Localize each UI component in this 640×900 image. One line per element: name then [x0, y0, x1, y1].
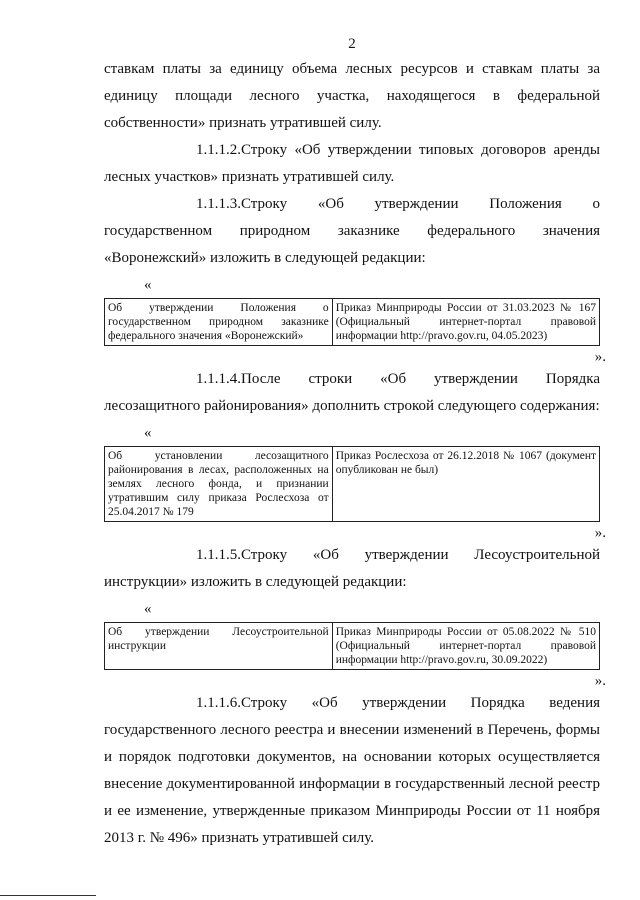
item-text: Строку «Об утверждении Положения о государственном природном заказнике федерального значения «Воронежский» изложить в следующей редакции: — [104, 196, 600, 266]
item-text: Строку «Об утверждении Порядка ведения государственного лесного реестра и внесении изменений в Перечень, формы и порядок подготовки документов, на основании которых осуществляется внесение документированной информации в государственный лесной реестр и ее изменение, утвержденные приказом Минприроды России от 11 ноября 2013 г. № 496» признать утратившей силу. — [104, 695, 600, 846]
table-cell-title: Об утверждении Лесоустроительной инструкции — [105, 623, 333, 670]
open-quote: « — [144, 277, 152, 293]
close-quote: ». — [594, 525, 606, 541]
paragraph-1-1-1-3 — [104, 191, 600, 272]
table-cell-source: Приказ Минприроды России от 31.03.2023 № 167 (Официальный интернет-портал правовой информации http://pravo.gov.ru, 04.05.2023) — [332, 299, 599, 346]
item-number: 1.1.1.5. — [196, 547, 241, 563]
item-text: Строку «Об утверждении Лесоустроительной инструкции» изложить в следующей редакции: — [104, 547, 600, 590]
close-quote: ». — [594, 349, 606, 365]
item-text: После строки «Об утверждении Порядка лесозащитного районирования» дополнить строкой следующего содержания: — [104, 371, 600, 414]
insert-table-1 — [104, 298, 600, 346]
paragraph-intro: ставкам платы за единицу объема лесных ресурсов и ставкам платы за единицу площади лесного участка, находящегося в федеральной собственности» признать утратившей силу. — [104, 61, 600, 131]
footnote-separator — [0, 895, 96, 896]
paragraph-1-1-1-4 — [104, 366, 600, 420]
item-number: 1.1.1.6. — [196, 695, 241, 711]
open-quote: « — [144, 601, 152, 617]
open-quote: « — [144, 425, 152, 441]
table-row — [105, 299, 600, 346]
insert-table-2 — [104, 446, 600, 522]
table-cell-source: Приказ Рослесхоза от 26.12.2018 № 1067 (документ опубликован не был) — [332, 447, 599, 522]
table-cell-title: Об установлении лесозащитного районирования в лесах, расположенных на землях лесного фонда, и признании утратившим силу приказа Рослесхоза от 25.04.2017 № 179 — [105, 447, 333, 522]
item-text: Строку «Об утверждении типовых договоров аренды лесных участков» признать утратившей силу. — [104, 142, 600, 185]
table-row — [105, 447, 600, 522]
item-number: 1.1.1.2. — [196, 142, 241, 158]
paragraph-1-1-1-2 — [104, 137, 600, 191]
table-row — [105, 623, 600, 670]
item-number: 1.1.1.3. — [196, 196, 241, 212]
close-quote: ». — [594, 673, 606, 689]
paragraph-1-1-1-6 — [104, 690, 600, 852]
table-cell-title: Об утверждении Положения о государственном природном заказнике федерального значения «Воронежский» — [105, 299, 333, 346]
paragraph-1-1-1-5 — [104, 542, 600, 596]
table-cell-source: Приказ Минприроды России от 05.08.2022 № 510 (Официальный интернет-портал правовой информации http://pravo.gov.ru, 30.09.2022) — [332, 623, 599, 670]
insert-table-3 — [104, 622, 600, 670]
page-number: 2 — [348, 36, 356, 52]
item-number: 1.1.1.4. — [196, 371, 241, 387]
